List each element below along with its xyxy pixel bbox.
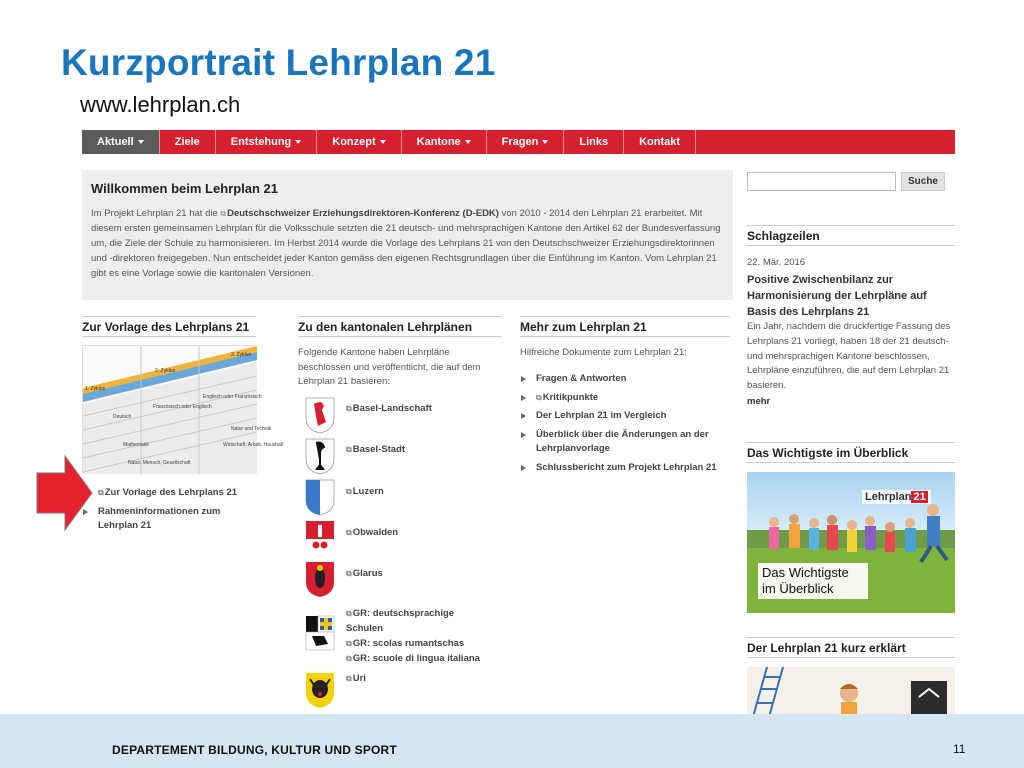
page-number: 11 (953, 742, 966, 756)
kanton-link-gr-it[interactable]: ⧉GR: scuole di lingua italiana (346, 653, 480, 664)
external-link-icon: ⧉ (346, 654, 352, 663)
basel-landschaft-crest-icon (304, 396, 336, 434)
edk-link[interactable]: Deutschschweizer Erziehungsdirektoren-Konferenz (D-EDK) (227, 208, 499, 219)
welcome-text: Im Projekt Lehrplan 21 hat die ⧉Deutschschweizer Erziehungsdirektoren-Konferenz (D-EDK) von 2010 - 2014 den Lehrplan 21 erarbeitet. Mit diesem ersten gemeinsamen Lehrplan für die Volksschule setzten die 21 deutsch- und mehrsprachigen Kantone den Artikel 62 der Bundesverfassung um, die Ziele der Schule zu harmonisieren. Im Herbst 2014 wurde die Vorlage des Lehrplans 21 von den Deutschschweizer Erziehungsdirektorinnen und -direktoren freigegeben. Nun entscheidet jeder Kanton gemäss den eigenen Rechtsgrundlagen über die Einführung im Kanton. Vom Lehrplan 21 gibt es eine Vorlage sowie die kantonalen Versionen. (91, 208, 721, 279)
kanton-link-gl[interactable]: ⧉Glarus (346, 568, 383, 579)
lehrplan-overview-image (83, 346, 284, 474)
search-input[interactable] (747, 172, 896, 191)
caret-down-icon (465, 140, 471, 144)
link-rahmeninformationen[interactable]: Rahmeninformationen zum Lehrplan 21 (82, 505, 262, 534)
kanton-link-ur[interactable]: ⧉Uri (346, 673, 366, 684)
caret-down-icon (295, 140, 301, 144)
svg-text:3. Zyklus: 3. Zyklus (231, 352, 252, 358)
slide-title: Kurzportrait Lehrplan 21 (61, 42, 496, 83)
triangle-right-icon (521, 395, 526, 401)
website-screenshot (82, 130, 955, 714)
kanton-link-lu[interactable]: ⧉Luzern (346, 486, 384, 497)
link-aenderungen[interactable]: Überblick über die Änderungen an der Lehrplanvorlage (520, 428, 730, 457)
explainer-video-thumbnail[interactable] (747, 667, 955, 717)
triangle-right-icon (521, 413, 526, 419)
svg-text:1. Zyklus: 1. Zyklus (85, 386, 106, 392)
link-schlussbericht[interactable]: Schlussbericht zum Projekt Lehrplan 21 (520, 461, 730, 476)
kantone-intro: Folgende Kantone haben Lehrpläne beschlossen und veröffentlicht, die auf dem Lehrplan 21 basieren: (298, 347, 481, 387)
external-link-icon: ⧉ (536, 392, 542, 402)
col-kantone-heading: Zu den kantonalen Lehrplänen (298, 316, 502, 337)
luzern-crest-icon (304, 478, 336, 516)
kanton-link-gr-de[interactable]: ⧉GR: deutschsprachige Schulen (346, 608, 455, 634)
svg-text:Englisch oder Französisch: Englisch oder Französisch (203, 394, 262, 400)
link-fragen-antworten[interactable]: Fragen & Antworten (520, 372, 730, 387)
slide-footer (0, 714, 1024, 768)
obwalden-crest-icon (304, 519, 336, 557)
col-mehr-heading: Mehr zum Lehrplan 21 (520, 316, 730, 337)
external-link-icon: ⧉ (346, 674, 352, 683)
svg-text:Deutsch: Deutsch (113, 414, 132, 420)
nav-fragen[interactable]: Fragen (487, 130, 565, 154)
news-text: Ein Jahr, nachdem die druckfertige Fassung des Lehrplans 21 vorliegt, haben 18 der 21 deutsch- und mehrsprachigen Kantone beschlossen, Lehrpläne einzuführen, die auf dem Lehrplan 21 basieren. (747, 321, 951, 392)
svg-text:Mathematik: Mathematik (123, 442, 149, 448)
kanton-link-gr-rm[interactable]: ⧉GR: scolas rumantschas (346, 638, 465, 649)
caret-down-icon (542, 140, 548, 144)
external-link-icon: ⧉ (220, 209, 227, 218)
kanton-link-ow[interactable]: ⧉Obwalden (346, 527, 399, 538)
welcome-title: Willkommen beim Lehrplan 21 (91, 181, 278, 196)
video-heading: Der Lehrplan 21 kurz erklärt (747, 637, 955, 658)
kanton-link-bs[interactable]: ⧉Basel-Stadt (346, 444, 405, 455)
footer-department: DEPARTEMENT BILDUNG, KULTUR UND SPORT (112, 743, 397, 757)
external-link-icon: ⧉ (346, 404, 352, 413)
welcome-box (82, 170, 733, 300)
nav-entstehung[interactable]: Entstehung (216, 130, 318, 154)
graubuenden-crest-icon (304, 614, 336, 652)
schlagzeilen-heading: Schlagzeilen (747, 225, 955, 246)
caret-down-icon (380, 140, 386, 144)
lehrplan-thumbnail[interactable] (82, 345, 284, 473)
external-link-icon: ⧉ (346, 445, 352, 454)
external-link-icon: ⧉ (346, 609, 352, 618)
mehr-links (520, 372, 730, 479)
nav-ziele[interactable]: Ziele (160, 130, 216, 154)
nav-kantone[interactable]: Kantone (402, 130, 487, 154)
external-link-icon: ⧉ (346, 569, 352, 578)
main-nav (82, 130, 955, 154)
wichtigste-heading: Das Wichtigste im Überblick (747, 442, 955, 463)
link-kritikpunkte[interactable]: ⧉Kritikpunkte (520, 391, 730, 406)
photo-caption: Das Wichtigste im Überblick (758, 563, 868, 599)
svg-text:Wirtschaft, Arbeit, Haushalt: Wirtschaft, Arbeit, Haushalt (223, 442, 284, 448)
uri-crest-icon (304, 671, 336, 709)
explainer-illustration (747, 667, 955, 717)
vorlage-links (82, 486, 262, 538)
link-vorlage[interactable]: ⧉Zur Vorlage des Lehrplans 21 (82, 486, 262, 501)
triangle-right-icon (521, 376, 526, 382)
wichtigste-photo[interactable] (747, 472, 955, 613)
nav-links[interactable]: Links (564, 130, 624, 154)
news-more-link[interactable]: mehr (747, 396, 771, 407)
svg-text:Französisch oder Englisch: Französisch oder Englisch (153, 404, 212, 410)
nav-kontakt[interactable]: Kontakt (624, 130, 696, 154)
red-arrow-pointer-icon (36, 455, 94, 531)
external-link-icon: ⧉ (98, 488, 104, 497)
slide-url: www.lehrplan.ch (80, 92, 241, 117)
external-link-icon: ⧉ (346, 487, 352, 496)
kanton-link-bl[interactable]: ⧉Basel-Landschaft (346, 403, 432, 414)
external-link-icon: ⧉ (346, 528, 352, 537)
caret-down-icon (138, 140, 144, 144)
news-headline[interactable]: Positive Zwischenbilanz zur Harmonisierung der Lehrpläne auf Basis des Lehrplans 21 (747, 274, 927, 318)
link-vergleich[interactable]: Der Lehrplan 21 im Vergleich (520, 409, 730, 424)
basel-stadt-crest-icon (304, 437, 336, 475)
news-date: 22. Mär. 2016 (747, 257, 806, 268)
svg-text:Natur, Mensch, Gesellschaft: Natur, Mensch, Gesellschaft (128, 460, 191, 466)
search-button[interactable]: Suche (901, 172, 945, 191)
svg-text:2. Zyklus: 2. Zyklus (155, 368, 176, 374)
glarus-crest-icon (304, 560, 336, 598)
lehrplan21-logo: Lehrplan 21 (862, 490, 931, 504)
nav-konzept[interactable]: Konzept (317, 130, 401, 154)
col-vorlage-heading: Zur Vorlage des Lehrplans 21 (82, 316, 256, 337)
external-link-icon: ⧉ (346, 639, 352, 648)
triangle-right-icon (521, 465, 526, 471)
nav-aktuell[interactable]: Aktuell (82, 130, 160, 154)
triangle-right-icon (521, 432, 526, 438)
svg-text:Natur und Technik: Natur und Technik (231, 426, 272, 432)
mehr-intro: Hilfreiche Dokumente zum Lehrplan 21: (520, 347, 687, 358)
